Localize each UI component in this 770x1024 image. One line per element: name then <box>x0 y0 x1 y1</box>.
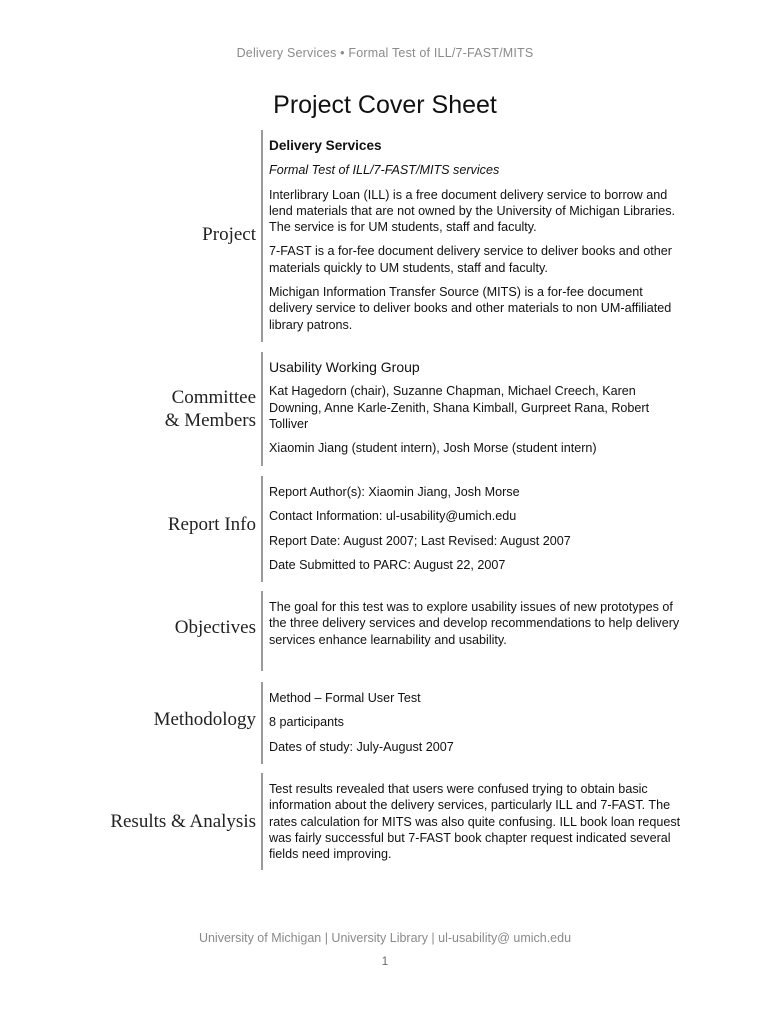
section-divider <box>261 682 263 764</box>
project-paragraph-mits: Michigan Information Transfer Source (MITS) is a for-fee document delivery service to deliver books and other materials to non UM-affiliated library patrons. <box>269 285 672 332</box>
committee-label-line2: & Members <box>164 410 256 431</box>
section-divider <box>261 130 263 342</box>
committee-members: Kat Hagedorn (chair), Suzanne Chapman, Michael Creech, Karen Downing, Anne Karle-Zenith, Shana Kimball, Gurpreet Rana, Robert Tolliver <box>269 384 650 431</box>
committee-heading: Usability Working Group <box>269 359 420 375</box>
methodology-dates: Dates of study: July-August 2007 <box>269 739 454 754</box>
section-content-project <box>269 138 689 333</box>
section-content-methodology <box>269 690 689 755</box>
project-paragraph-7fast: 7-FAST is a for-fee document delivery service to deliver books and other materials quickly to UM students, staff and faculty. <box>269 244 672 275</box>
section-project <box>0 130 770 342</box>
project-subheading: Formal Test of ILL/7-FAST/MITS services <box>269 163 500 178</box>
committee-interns: Xiaomin Jiang (student intern), Josh Morse (student intern) <box>269 441 597 456</box>
section-label-committee <box>165 386 256 432</box>
section-content-report-info <box>269 484 689 573</box>
section-label-objectives: Objectives <box>174 617 256 638</box>
methodology-participants: 8 participants <box>269 715 344 730</box>
section-divider <box>261 352 263 466</box>
section-methodology <box>0 682 770 764</box>
section-content-objectives <box>269 599 689 648</box>
methodology-method: Method – Formal User Test <box>269 691 421 705</box>
section-committee <box>0 352 770 466</box>
page-header: Delivery Services • Formal Test of ILL/7-FAST/MITS <box>236 46 534 60</box>
section-report-info <box>0 476 770 582</box>
page-number: 1 <box>381 956 389 968</box>
page-footer: University of Michigan | University Library | ul-usability@ umich.edu <box>198 931 572 945</box>
page-title: Project Cover Sheet <box>273 91 497 119</box>
section-results <box>0 773 770 870</box>
section-label-methodology: Methodology <box>153 709 256 730</box>
section-label-results: Results & Analysis <box>110 811 256 832</box>
report-contact: Contact Information: ul-usability@umich.edu <box>269 509 517 524</box>
section-divider <box>261 476 263 582</box>
section-content-results <box>269 781 689 862</box>
objectives-text: The goal for this test was to explore usability issues of new prototypes of the three delivery services and develop recommendations to help delivery services enhance learnability and usability. <box>269 600 680 647</box>
report-submitted: Date Submitted to PARC: August 22, 2007 <box>269 557 506 572</box>
section-label-report-info: Report Info <box>167 514 256 535</box>
report-authors: Report Author(s): Xiaomin Jiang, Josh Morse <box>269 485 520 499</box>
section-content-committee <box>269 359 689 456</box>
results-text: Test results revealed that users were confused trying to obtain basic information about the delivery services, particularly ILL and 7-FAST. The rates calculation for MITS was also quite confusing. ILL book loan request was fairly successful but 7-FAST book chapter request indicated several fields need improving. <box>269 782 681 862</box>
committee-label-line1: Committee <box>171 387 256 408</box>
report-date: Report Date: August 2007; Last Revised: August 2007 <box>269 533 571 548</box>
section-divider <box>261 773 263 870</box>
project-heading: Delivery Services <box>269 138 382 153</box>
project-paragraph-ill: Interlibrary Loan (ILL) is a free document delivery service to borrow and lend materials that are not owned by the University of Michigan Libraries. The service is for UM students, staff and faculty. <box>269 187 676 235</box>
section-label-project: Project <box>202 224 256 245</box>
section-objectives <box>0 591 770 671</box>
section-divider <box>261 591 263 671</box>
